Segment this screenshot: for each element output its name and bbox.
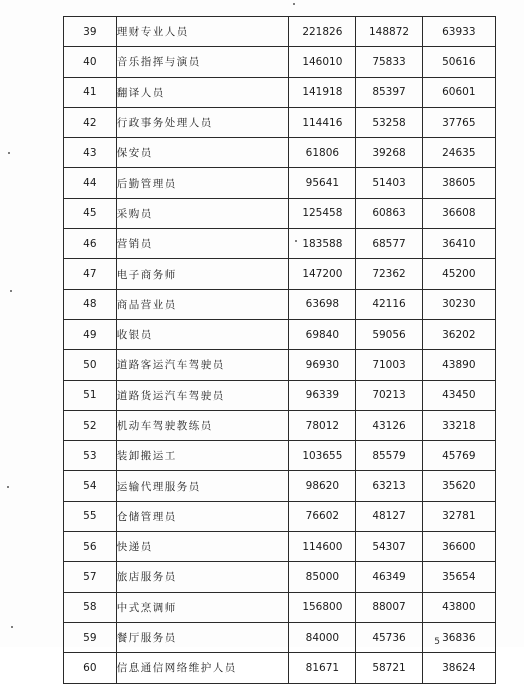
value-col-1: 183588 [289, 229, 356, 259]
table-row [64, 380, 496, 410]
value-col-1: 125458 [289, 198, 356, 228]
table-row [64, 198, 496, 228]
table-row [64, 532, 496, 562]
value-col-2: 70213 [356, 380, 422, 410]
value-col-2: 59056 [356, 319, 422, 349]
value-col-2: 60863 [356, 198, 422, 228]
value-col-3: 63933 [422, 17, 495, 47]
value-col-1: 84000 [289, 622, 356, 652]
occupation-name: 快递员 [116, 532, 289, 562]
wage-table [63, 16, 496, 684]
occupation-name: 翻译人员 [116, 77, 289, 107]
value-col-1: 96930 [289, 350, 356, 380]
table-row [64, 138, 496, 168]
value-col-1: 81671 [289, 653, 356, 683]
value-col-2: 54307 [356, 532, 422, 562]
occupation-name: 道路货运汽车驾驶员 [116, 380, 289, 410]
occupation-name: 餐厅服务员 [116, 622, 289, 652]
value-col-2: 48127 [356, 501, 422, 531]
occupation-name: 理财专业人员 [116, 17, 289, 47]
value-col-3: 30230 [422, 289, 495, 319]
table-row [64, 289, 496, 319]
row-number: 46 [64, 229, 117, 259]
table-row [64, 350, 496, 380]
table-row [64, 319, 496, 349]
value-col-2: 58721 [356, 653, 422, 683]
value-col-2: 88007 [356, 592, 422, 622]
row-number: 49 [64, 319, 117, 349]
occupation-name: 保安员 [116, 138, 289, 168]
value-col-2: 85397 [356, 77, 422, 107]
page-number: 5 [434, 637, 440, 647]
value-col-3: 43450 [422, 380, 495, 410]
table-body [64, 17, 496, 684]
table-row [64, 229, 496, 259]
scan-speck [11, 626, 13, 628]
row-number: 42 [64, 107, 117, 137]
value-col-2: 43126 [356, 410, 422, 440]
scan-speck [295, 240, 297, 242]
table-row [64, 77, 496, 107]
row-number: 47 [64, 259, 117, 289]
value-col-1: 141918 [289, 77, 356, 107]
table-row [64, 501, 496, 531]
value-col-3: 33218 [422, 410, 495, 440]
row-number: 58 [64, 592, 117, 622]
value-col-3: 36600 [422, 532, 495, 562]
value-col-1: 156800 [289, 592, 356, 622]
value-col-1: 76602 [289, 501, 356, 531]
occupation-name: 电子商务师 [116, 259, 289, 289]
value-col-2: 75833 [356, 47, 422, 77]
occupation-name: 商品营业员 [116, 289, 289, 319]
value-col-2: 42116 [356, 289, 422, 319]
value-col-3: 35654 [422, 562, 495, 592]
table-row [64, 259, 496, 289]
value-col-3: 36410 [422, 229, 495, 259]
value-col-1: 114416 [289, 107, 356, 137]
row-number: 53 [64, 441, 117, 471]
occupation-name: 营销员 [116, 229, 289, 259]
value-col-2: 63213 [356, 471, 422, 501]
scan-speck [7, 486, 9, 488]
value-col-3: 38605 [422, 168, 495, 198]
value-col-3: 43890 [422, 350, 495, 380]
row-number: 40 [64, 47, 117, 77]
scan-speck [8, 152, 10, 154]
row-number: 43 [64, 138, 117, 168]
occupation-name: 采购员 [116, 198, 289, 228]
value-col-2: 51403 [356, 168, 422, 198]
row-number: 54 [64, 471, 117, 501]
value-col-1: 61806 [289, 138, 356, 168]
occupation-name: 运输代理服务员 [116, 471, 289, 501]
row-number: 39 [64, 17, 117, 47]
value-col-2: 45736 [356, 622, 422, 652]
row-number: 56 [64, 532, 117, 562]
value-col-2: 85579 [356, 441, 422, 471]
occupation-name: 机动车驾驶教练员 [116, 410, 289, 440]
occupation-name: 行政事务处理人员 [116, 107, 289, 137]
table-row [64, 622, 496, 652]
value-col-2: 68577 [356, 229, 422, 259]
occupation-name: 旅店服务员 [116, 562, 289, 592]
row-number: 48 [64, 289, 117, 319]
occupation-name: 道路客运汽车驾驶员 [116, 350, 289, 380]
value-col-1: 146010 [289, 47, 356, 77]
table-row [64, 441, 496, 471]
value-col-1: 85000 [289, 562, 356, 592]
row-number: 51 [64, 380, 117, 410]
value-col-3: 50616 [422, 47, 495, 77]
value-col-3: 38624 [422, 653, 495, 683]
value-col-1: 95641 [289, 168, 356, 198]
row-number: 50 [64, 350, 117, 380]
value-col-3: 32781 [422, 501, 495, 531]
occupation-name: 中式烹调师 [116, 592, 289, 622]
table-row [64, 592, 496, 622]
value-col-1: 98620 [289, 471, 356, 501]
value-col-1: 147200 [289, 259, 356, 289]
value-col-2: 72362 [356, 259, 422, 289]
occupation-name: 后勤管理员 [116, 168, 289, 198]
table-row [64, 410, 496, 440]
value-col-2: 39268 [356, 138, 422, 168]
value-col-3: 35620 [422, 471, 495, 501]
value-col-1: 69840 [289, 319, 356, 349]
occupation-name: 装卸搬运工 [116, 441, 289, 471]
occupation-name: 收银员 [116, 319, 289, 349]
value-col-1: 96339 [289, 380, 356, 410]
value-col-2: 71003 [356, 350, 422, 380]
value-col-3: 24635 [422, 138, 495, 168]
value-col-2: 46349 [356, 562, 422, 592]
value-col-3: 45769 [422, 441, 495, 471]
table-row [64, 562, 496, 592]
value-col-1: 103655 [289, 441, 356, 471]
table-row [64, 471, 496, 501]
value-col-3: 45200 [422, 259, 495, 289]
value-col-1: 114600 [289, 532, 356, 562]
scan-speck [293, 3, 295, 5]
value-col-3: 36608 [422, 198, 495, 228]
table-row [64, 107, 496, 137]
value-col-1: 221826 [289, 17, 356, 47]
table-row [64, 17, 496, 47]
value-col-2: 53258 [356, 107, 422, 137]
value-col-3: 43800 [422, 592, 495, 622]
occupation-name: 音乐指挥与演员 [116, 47, 289, 77]
occupation-name: 仓储管理员 [116, 501, 289, 531]
row-number: 59 [64, 622, 117, 652]
value-col-3: 60601 [422, 77, 495, 107]
value-col-3: 36202 [422, 319, 495, 349]
row-number: 41 [64, 77, 117, 107]
value-col-2: 148872 [356, 17, 422, 47]
occupation-name: 信息通信网络维护人员 [116, 653, 289, 683]
value-col-1: 63698 [289, 289, 356, 319]
table-row [64, 653, 496, 683]
table-row [64, 47, 496, 77]
value-col-1: 78012 [289, 410, 356, 440]
row-number: 52 [64, 410, 117, 440]
table-row [64, 168, 496, 198]
value-col-3: 36836 [422, 622, 495, 652]
row-number: 45 [64, 198, 117, 228]
row-number: 55 [64, 501, 117, 531]
row-number: 60 [64, 653, 117, 683]
scan-speck [10, 290, 12, 292]
value-col-3: 37765 [422, 107, 495, 137]
row-number: 57 [64, 562, 117, 592]
row-number: 44 [64, 168, 117, 198]
